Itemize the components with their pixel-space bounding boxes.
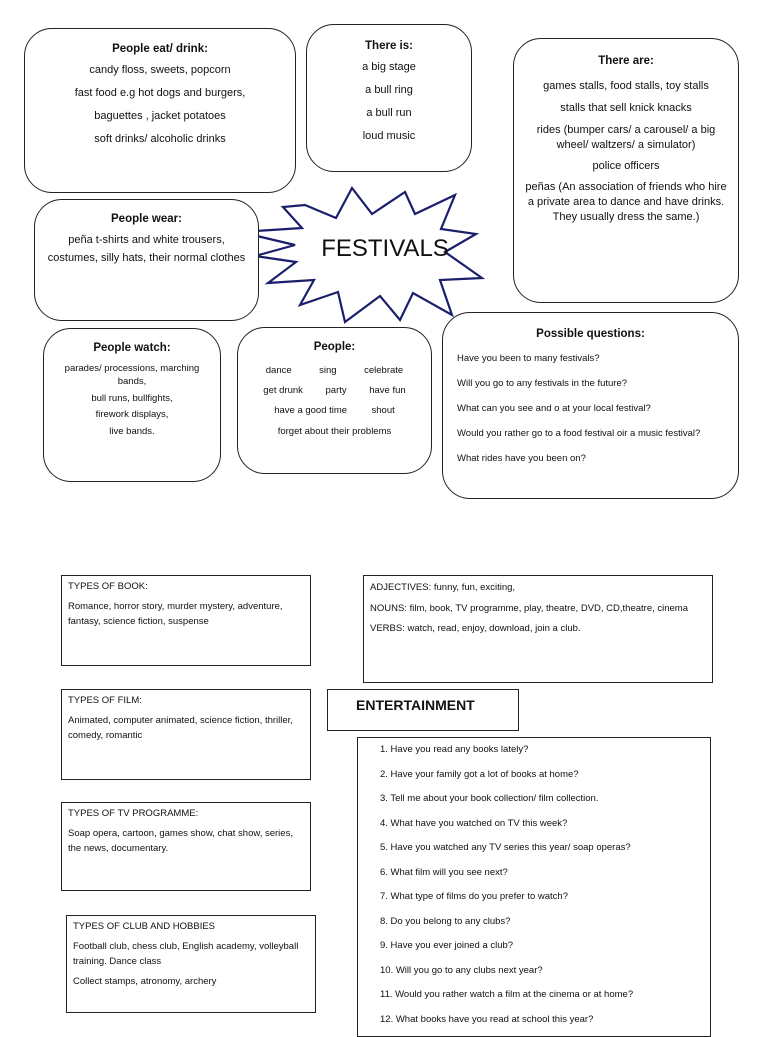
list-item: 10. Will you go to any clubs next year? bbox=[380, 964, 543, 976]
eat-line: soft drinks/ alcoholic drinks bbox=[94, 133, 226, 145]
festival-question: What rides have you been on? bbox=[457, 453, 586, 464]
people-verb: shout bbox=[371, 405, 395, 416]
festival-question: What can you see and o at your local festival? bbox=[457, 403, 651, 414]
festival-question: Will you go to any festivals in the future? bbox=[457, 378, 628, 389]
types-of-tv-box bbox=[61, 802, 311, 891]
there-is-box bbox=[306, 24, 472, 172]
there-is-title: There is: bbox=[365, 40, 413, 52]
eat-line: baguettes , jacket potatoes bbox=[94, 110, 226, 122]
entertainment-questions-list bbox=[380, 740, 710, 1034]
watch-line: live bands. bbox=[109, 426, 155, 438]
types-of-film-box bbox=[61, 689, 311, 780]
eat-line: fast food e.g hot dogs and burgers, bbox=[74, 87, 246, 99]
there-is-line: a bull ring bbox=[365, 84, 413, 96]
list-item: 5. Have you watched any TV series this year/ soap operas? bbox=[380, 842, 631, 853]
types-of-club-heading: TYPES OF CLUB AND HOBBIES bbox=[73, 921, 216, 932]
list-item: 12. What books have you read at school this year? bbox=[380, 1013, 594, 1025]
list-item: 8. Do you belong to any clubs? bbox=[380, 915, 511, 927]
there-are-box bbox=[513, 38, 739, 303]
entertainment-title: ENTERTAINMENT bbox=[356, 697, 475, 713]
people-verb: get drunk bbox=[263, 385, 303, 396]
watch-line: bull runs, bullfights, bbox=[91, 392, 173, 404]
vocabulary-box bbox=[363, 575, 713, 683]
types-of-club-text: Collect stamps, atronomy, archery bbox=[73, 976, 217, 988]
people-verb: forget about their problems bbox=[277, 426, 392, 437]
types-of-tv-heading: TYPES OF TV PROGRAMME: bbox=[68, 808, 199, 819]
people-box bbox=[237, 327, 432, 474]
possible-questions-box bbox=[442, 312, 739, 499]
there-are-line: rides (bumper cars/ a carousel/ a big wheel/ waltzers/ a simulator) bbox=[536, 123, 716, 151]
people-verb: party bbox=[325, 385, 347, 396]
types-of-film-heading: TYPES OF FILM: bbox=[68, 695, 142, 706]
people-verb: celebrate bbox=[364, 365, 404, 376]
people-verb: have a good time bbox=[274, 405, 348, 416]
types-of-film-text: Animated, computer animated, science fiction, thriller, comedy, romantic bbox=[68, 715, 293, 741]
people-watch-title: People watch: bbox=[93, 342, 171, 354]
eat-line: candy floss, sweets, popcorn bbox=[89, 64, 231, 76]
watch-line: firework displays, bbox=[95, 409, 169, 421]
there-are-line: stalls that sell knick knacks bbox=[560, 101, 692, 114]
list-item: 6. What film will you see next? bbox=[380, 866, 508, 878]
people-wear-text: peña t-shirts and white trousers, costumes, silly hats, their normal clothes bbox=[47, 234, 246, 264]
adjectives-line: ADJECTIVES: funny, fun, exciting, bbox=[370, 582, 516, 593]
people-wear-title: People wear: bbox=[111, 213, 182, 225]
there-is-line: a big stage bbox=[362, 61, 416, 73]
verbs-line: VERBS: watch, read, enjoy, download, join a club. bbox=[370, 623, 581, 635]
people-title: People: bbox=[313, 341, 356, 353]
people-eat-drink-box bbox=[24, 28, 296, 193]
there-are-line: police officers bbox=[592, 160, 660, 173]
types-of-club-box bbox=[66, 915, 316, 1013]
there-is-line: a bull run bbox=[366, 107, 412, 119]
types-of-tv-text: Soap opera, cartoon, games show, chat show, series, the news, documentary. bbox=[68, 828, 293, 854]
types-of-book-box bbox=[61, 575, 311, 666]
festival-question: Would you rather go to a food festival oir a music festival? bbox=[457, 428, 701, 439]
entertainment-title-box bbox=[327, 689, 519, 731]
people-verb: have fun bbox=[369, 385, 406, 396]
entertainment-questions-box bbox=[357, 737, 711, 1037]
there-are-title: There are: bbox=[598, 55, 654, 67]
list-item: 1. Have you read any books lately? bbox=[380, 744, 529, 755]
possible-questions-title: Possible questions: bbox=[536, 328, 645, 340]
people-eat-title: People eat/ drink: bbox=[112, 43, 208, 55]
list-item: 4. What have you watched on TV this week? bbox=[380, 817, 568, 829]
types-of-club-text: Football club, chess club, English academy, volleyball training. Dance class bbox=[73, 941, 299, 967]
list-item: 11. Would you rather watch a film at the cinema or at home? bbox=[380, 989, 634, 1000]
list-item: 7. What type of films do you prefer to watch? bbox=[380, 891, 568, 902]
there-is-line: loud music bbox=[362, 130, 416, 142]
people-watch-box bbox=[43, 328, 221, 482]
festivals-label: FESTIVALS bbox=[321, 235, 449, 262]
list-item: 3. Tell me about your book collection/ film collection. bbox=[380, 793, 599, 804]
there-are-line: peñas (An association of friends who hire a private area to dance and have drinks. They usually dress the same.) bbox=[525, 181, 727, 223]
people-wear-box bbox=[34, 199, 259, 321]
people-verb: sing bbox=[319, 365, 337, 376]
types-of-book-heading: TYPES OF BOOK: bbox=[68, 581, 148, 592]
list-item: 2. Have your family got a lot of books at home? bbox=[380, 768, 579, 780]
types-of-book-text: Romance, horror story, murder mystery, adventure, fantasy, science fiction, suspense bbox=[68, 601, 283, 627]
festival-question: Have you been to many festivals? bbox=[457, 353, 600, 364]
people-verb: dance bbox=[265, 365, 292, 376]
watch-line: parades/ processions, marching bands, bbox=[64, 363, 200, 387]
there-are-line: games stalls, food stalls, toy stalls bbox=[543, 80, 709, 92]
list-item: 9. Have you ever joined a club? bbox=[380, 940, 514, 951]
nouns-line: NOUNS: film, book, TV programme, play, theatre, DVD, CD,theatre, cinema bbox=[370, 602, 689, 614]
